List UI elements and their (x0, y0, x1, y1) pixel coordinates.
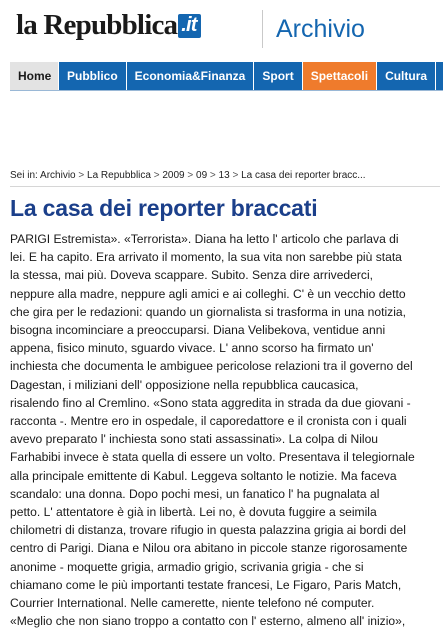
article-line: PARIGI Estremista». «Terrorista». Diana ha letto l' articolo che parlava di (10, 232, 399, 246)
article-line: «Meglio che non siano troppo a contatto con l' esterno, almeno all' inizio», (10, 614, 406, 629)
breadcrumb (10, 170, 366, 181)
article-line: centro di Parigi. Diana e Nilou ora abitano in piccole stanze rigorosamente (10, 541, 408, 556)
nav-divider (10, 90, 443, 91)
breadcrumb-item-archivio[interactable]: Archivio (40, 170, 76, 181)
article-line: appena, fisico minuto, sguardo vivace. L' anno scorso ha firmato un' (10, 341, 374, 356)
article-line: chilometri di distanza, trovare rifugio in questa palazzina grigia ai bordi del (10, 523, 406, 538)
logo-suffix: .it (178, 14, 200, 38)
breadcrumb-item-day[interactable]: 13 (218, 170, 230, 181)
breadcrumb-prefix: Sei in: (10, 170, 38, 181)
article-line: la stessa, mai più. Doveva scappare. Subito. Senza dire arrivederci, (10, 268, 373, 283)
breadcrumb-separator: > (153, 170, 160, 181)
article-line: petto. L' attentatore è già in libertà. Lei no, è dovuta fuggire a seimila (10, 505, 377, 520)
site-header (0, 0, 443, 58)
nav-item-home[interactable]: Home (10, 62, 59, 90)
article-line: anonime - moquette grigia, armadio grigio, scrivania grigia - che si (10, 559, 364, 574)
nav-item-economia-finanza[interactable]: Economia&Finanza (127, 62, 255, 90)
nav-item-spettacoli[interactable]: Spettacoli (303, 62, 377, 90)
breadcrumb-item-la-repubblica[interactable]: La Repubblica (87, 170, 151, 181)
article-line: bisogna incominciare a preoccuparsi. Diana Velibekova, ventidue anni (10, 323, 386, 338)
breadcrumb-separator: > (78, 170, 85, 181)
article-line: chiamano come le più importanti testate francesi, Le Figaro, Paris Match, (10, 577, 402, 592)
nav-item-sport[interactable]: Sport (254, 62, 302, 90)
article-line: Farhabibi invece è stata quella di essere un volto. Presentava il telegiornale (10, 450, 415, 465)
breadcrumb-item-month[interactable]: 09 (196, 170, 208, 181)
article-line: Courrier International. Nelle camerette, niente telefono né computer. (10, 596, 375, 611)
breadcrumb-item-current: La casa dei reporter bracc... (241, 170, 366, 181)
logo-text: la Repubblica (16, 9, 178, 41)
site-logo[interactable] (16, 9, 201, 42)
article-line: risalendo fino al Cremlino. «Sono stata aggredita in strada da due giovani - (10, 395, 411, 410)
article-title: La casa dei reporter braccati (10, 195, 318, 221)
section-title[interactable]: Archivio (276, 15, 365, 43)
header-divider (262, 10, 263, 48)
article-line: lei. E ha capito. Era arrivato il momento, la sua vita non sarebbe più stata (10, 250, 402, 265)
article-line: alla principale emittente di Kabul. Leggeva soltanto le notizie. Ma faceva (10, 468, 397, 483)
article-line: che gira per le redazioni: quando un giornalista si trasforma in una notizia, (10, 304, 406, 319)
main-nav (10, 62, 443, 90)
breadcrumb-divider (10, 186, 440, 187)
article-line: inchiesta che documenta le ambiguee pericolose relazioni tra il governo del (10, 359, 413, 374)
breadcrumb-separator: > (187, 170, 194, 181)
breadcrumb-separator: > (209, 170, 216, 181)
article-line: racconta -. Mentre ero in ospedale, il caporedattore e il cronista con i quali (10, 414, 407, 429)
article-line: Dagestan, i miliziani dell' opposizione nella repubblica caucasica, (10, 377, 359, 392)
article-body (10, 230, 440, 630)
article-line: avevo preparato l' inchiesta sono stati assassinati». La colpa di Nilou (10, 432, 379, 447)
nav-item-cultura[interactable]: Cultura (377, 62, 436, 90)
breadcrumb-item-year[interactable]: 2009 (162, 170, 185, 181)
article-line: neppure alla madre, neppure agli amici e ai colleghi. C' è un vecchio detto (10, 286, 406, 301)
nav-item-pubblico[interactable]: Pubblico (59, 62, 127, 90)
breadcrumb-separator: > (232, 170, 239, 181)
article-line: scandalo: una donna. Dopo pochi mesi, un fanatico l' ha pugnalata al (10, 486, 380, 501)
